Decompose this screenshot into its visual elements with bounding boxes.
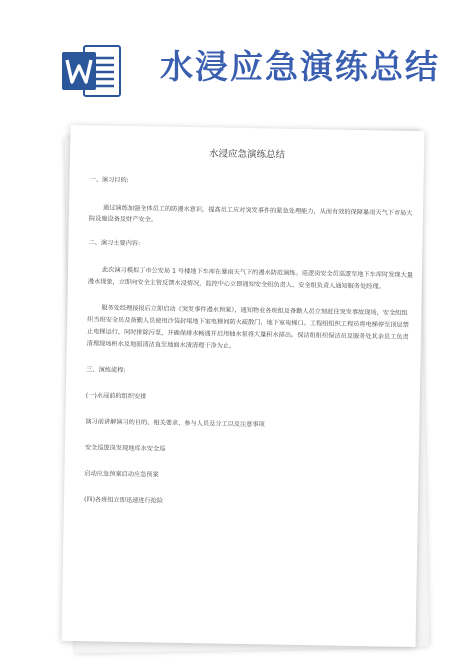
section-heading: 一、演习目的: [89,176,129,184]
paragraph-line: 安全巡逻岗发现地库水安全巡 [84,444,166,453]
paragraph-line: 清理现场积水及地面清洁直至地面水渍清理干净为止。 [86,340,236,350]
section-heading: 三、演练流程: [86,366,126,374]
paragraph-line: 演习前讲解演习的目的、相关要求、参与人员及分工以及注意事项 [85,418,265,429]
paragraph-line: 通过演练加强全体员工的防漫水意识，提高员工应对突发事件的紧急处理能力，从而有效的保障暴雨天气下市局大 [103,204,413,217]
subsection-heading: (一)水浸前的组织安排 [85,392,147,401]
paragraph-line: 服务处经理接报后立即启动《突发事件漫水预案》，通知物业各班组及备勤人员立刻赶往突发事故现场，安全组组 [101,304,408,317]
word-document-icon [60,44,122,98]
document-title: 水浸应急演练总结 [208,148,286,161]
paragraph-line: 止电梯运行，同时排除污泵，并确保排水畅通并启用抽水泵将大量积水排出。保洁组组织保洁员及服务处其余员工负责 [86,328,409,341]
page-header [0,0,474,120]
paragraph-line: 启动应急预案启动应急预案 [84,470,159,479]
paragraph-line: 院设施设备及财产安全。 [88,215,158,224]
header-title: 水浸应急演练总结 [160,47,440,86]
paragraph-line: 漫水现象，立即向安全主管反馈水浸情况，监控中心立即通知安全组负责人、安全组负责人通知服务处经理。 [87,278,385,291]
subsection-heading: (四)各班组立即迅速进行抢险 [83,496,164,505]
paragraph-line: 织当班安全员及备勤人员使用沙袋封堵地下室电梯间防火疏散门、地下室电梯口。工程组组织工程员将电梯停至顶层禁 [87,316,409,329]
document-sheet [62,125,425,647]
document-preview [66,128,420,648]
paragraph-line: 此次演习模拟丁市公安局 1 号楼地下车库在暴雨天气下的漫水防范演练。巡逻岗安全员巡逻至地下车库时发现大量 [101,266,414,279]
section-heading: 二、演习主要内容: [88,239,141,248]
